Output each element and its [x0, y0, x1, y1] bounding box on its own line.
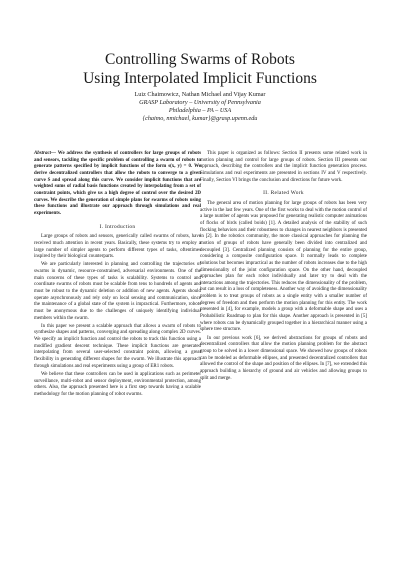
- abstract: [34, 151, 201, 218]
- related-paragraph-2: In our previous work [6], we derived abstractions for groups of robots and decentralized controllers that allow the motion planning problem for the abstract group to be solved in a lower dimensional space. We showed how groups of robots can be modeled as deformable ellipses, and presented decentralized controllers that allowed the control of the shape and position of the ellipses. In [7], we extended this approach building a hierarchy of ground and air vehicles and allowing groups to split and merge.: [200, 335, 367, 381]
- right-column: [200, 151, 367, 384]
- abstract-text: — We address the synthesis of controllers for large groups of robots and sensors, tackling the specific problem of controlling a swarm of robots to generate patterns specified by implicit functions of the form s(x, y) = 0. We derive decentralized controllers that allow the robots to converge to a given curve S and spread along this curve. We consider implicit functions that are weighted sums of radial basis functions created by interpolating from a set of constraint points, which give us a high degree of control over the desired 2D curves. We describe the generation of simple plans for swarms of robots using these functions and illustrate our approach through simulations and real experiments.: [34, 151, 201, 216]
- intro-paragraph-2: We are particularly interested in planning and controlling the trajectories of swarms in dynamic, resource-constrained, adversarial environments. One of the main concerns of these types of tasks is scalability. Systems to control and coordinate swarms of robots must be scalable from tens to hundreds of agents and must be robust to the dynamic deletion or addition of new agents. Agents should operate asynchronously and rely only on local sensing and communication, since the maintenance of a global state of the system is impractical. Furthermore, robots must be anonymous due to the challenges of uniquely identifying individual members within the swarm.: [34, 262, 201, 321]
- author-names: Luiz Chaimowicz, Nathan Michael and Vijay Kumar: [134, 91, 266, 98]
- left-column: [34, 151, 201, 400]
- author-city: Philadelphia – PA – USA: [168, 107, 232, 114]
- intro-paragraph-4: We believe that these controllers can be used in applications such as perimeter surveillance, multi-robot and sensor deployment, environmental protection, among others. Also, the approach presented here is a first step towards having a scalable methodology for the motion planning of robot swarms.: [34, 371, 201, 397]
- section-heading-introduction: I. Introduction: [99, 223, 136, 230]
- related-paragraph-1: The general area of motion planning for large groups of robots has been very active in the last few years. One of the first works to deal with the motion control of a large number of agents was proposed for generating realistic computer animations of flocks of birds (called boids) [1]. A detailed analysis of the stability of such flocking behaviors and their robustness to changes in nearest neighbors is presented in [2]. In the robotics community, the more classical approaches for planning the motion of groups of robots have generally been divided into centralized and decoupled [3]. Centralized planning consists of planning for the entire group, considering a composite configuration space. It normally leads to complete solutions but becomes impractical as the number of robots increases due to the high dimensionality of the joint configuration space. On the other hand, decoupled approaches plan for each robot individually and later try to deal with the interactions among the trajectories. This reduces the dimensionality of the problem, but can result in a loss of completeness. Another way of avoiding the dimensionality problem is to treat groups of robots as a single entity with a smaller number of degrees of freedom and then perform the motion planning for this entity. The work presented in [4], for example, models a group with a deformable shape and uses a Probabilistic Roadmap to plan for this shape. Another approach is presented in [5] where robots can be dynamically grouped together in a hierarchical manner using a sphere tree structure.: [200, 200, 367, 333]
- intro-paragraph-1: Large groups of robots and sensors, generically called swarms of robots, have received much attention in recent years. Basically, these systems try to employ a large number of simpler agents to perform different types of tasks, oftentimes inspired by their biological counterparts.: [34, 234, 201, 260]
- author-block: [40, 91, 360, 123]
- title-line-2: Using Interpolated Implicit Functions: [83, 70, 317, 87]
- section-heading-related-work: II. Related Work: [263, 190, 304, 197]
- title-line-1: Controlling Swarms of Robots: [105, 51, 295, 68]
- author-emails: {chaimo, nmichael, kumar}@grasp.upenn.edu: [142, 115, 258, 122]
- abstract-lead: Abstract: [34, 151, 52, 156]
- intro-paragraph-3: In this paper we present a scalable approach that allows a swarm of robots to synthesize shapes and patterns, converging and spreading along complex 2D curves. We specify an implicit function and control the robots to track this function using a modified gradient descent technique. These implicit functions are generated interpolating from several user-selected constraint points, allowing a great flexibility in generating different shapes for the swarm. We illustrate this approach through simulations and real experiments using a group of ER1 robots.: [34, 323, 201, 369]
- author-lab: GRASP Laboratory – University of Pennsylvania: [139, 99, 261, 106]
- organization-paragraph: This paper is organized as follows: Section II presents some related work in motion planning and control for large groups of robots. Section III presents our approach, describing the controllers and the implicit function generation process. Simulations and real experiments are presented in sections IV and V respectively. Finally, Section VI brings the conclusion and directions for future work.: [200, 151, 367, 183]
- paper-title: [40, 50, 360, 88]
